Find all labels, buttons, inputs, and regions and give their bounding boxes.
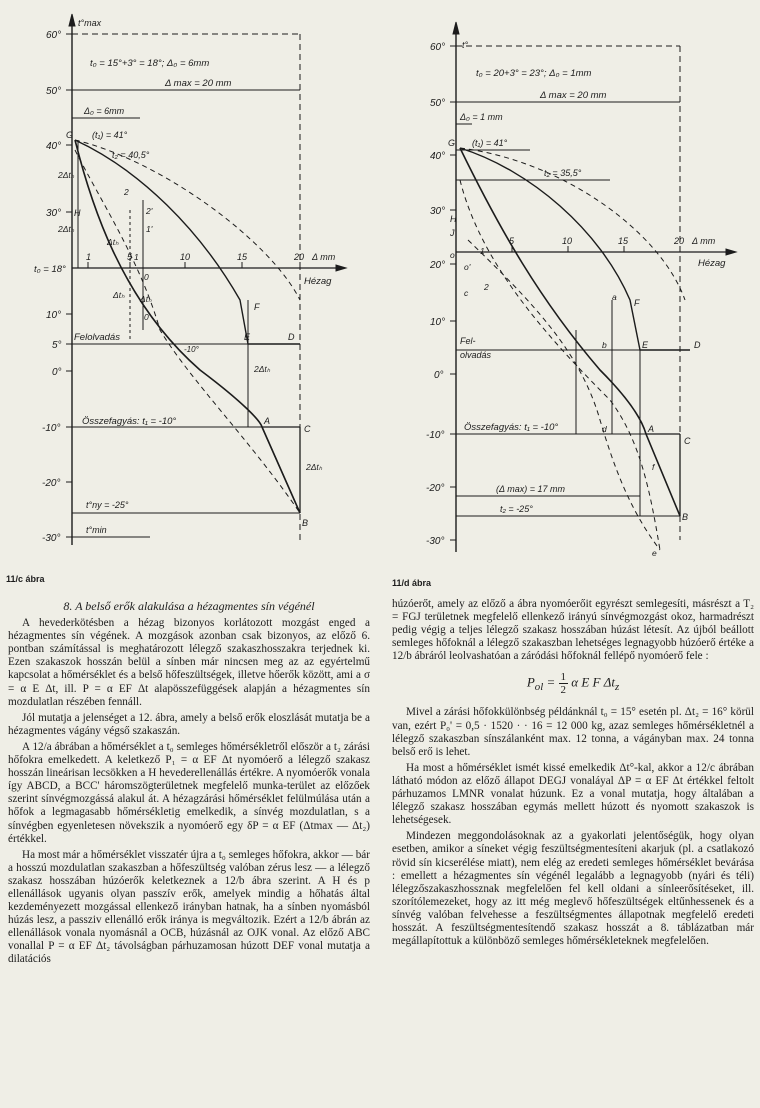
- r-tz: t₂ = 35,5°: [544, 168, 582, 178]
- t1-label: (t₁) = 41°: [92, 130, 128, 140]
- r-point-G: G: [448, 138, 456, 148]
- dmax-label: Δ max = 20 mm: [165, 78, 232, 89]
- formula-pol: $P_{ol}$ = $\frac{1}{2}$ α E F $\Delta t_z$: [526, 671, 620, 697]
- left-column: [8, 598, 370, 970]
- r-y-tick-m10: -10°: [426, 430, 445, 441]
- r-point-H: H: [450, 214, 457, 224]
- annot-dth-1: Δtₕ: [107, 237, 119, 247]
- point-1p: 1': [146, 224, 153, 234]
- mark-m10: -10°: [184, 345, 199, 354]
- y-tick-m30: -30°: [42, 533, 61, 544]
- y-tick-m20: -20°: [42, 478, 61, 489]
- figure-caption-left: 11/c ábra: [6, 574, 45, 584]
- r-point-b: b: [602, 340, 607, 350]
- tz-label: t₂ = 40,5°: [112, 150, 150, 160]
- r-y-tick-60: 60°: [430, 42, 446, 53]
- point-B: B: [302, 518, 309, 528]
- r-point-a: a: [612, 292, 617, 302]
- x-unit: Δ mm: [312, 252, 336, 262]
- annot-2dth-2: 2Δtₕ: [58, 224, 75, 234]
- point-D: D: [288, 332, 295, 342]
- r-eq-top: t₀ = 20+3° = 23°; Δ₀ = 1mm: [476, 68, 592, 79]
- r-t1: (t₁) = 41°: [472, 138, 508, 148]
- x-tick-10: 10: [180, 252, 191, 262]
- figure-caption-right: 11/d ábra: [392, 578, 432, 588]
- right-paragraph-3: Ha most a hőmérséklet ismét kissé emelkedik Δt°-kal, akkor a 12/c ábrában látható módon az előző állapot DEGJ vonaláyal ΔP = α EF Δt értékkel feltolt párhuzamos LMNR vonalat húzunk. Ez a vonal mutatja, hogy általában a lélegző szakasz hosszában egymás mellett húzott és nyomott szakaszok is lehetségesek.: [392, 761, 754, 827]
- r-point-B: B: [682, 512, 689, 522]
- figure-11d: [380, 0, 760, 600]
- r-y-tick-40: 40°: [430, 151, 446, 162]
- right-paragraph-1: húzóerőt, amely az előző a ábra nyomóerőit egyrészt semlegesíti, másrészt a T₂ = FGJ területnek megfelelő ellenkező irányú sínvégmozgást okoz, harmadrészt pedig végig a teljes lélegző szakasz hosszában húzást létesít. Az újból beállott semleges hőfoknál a lélegző szakaszban lehetséges legnagyobb húzóerő értéke a 12/b ábráról leolvashatóan a záródási hőfoknál fellépő nyomóerő fele :: [392, 598, 754, 663]
- r-y-tick-50: 50°: [430, 98, 446, 109]
- r-point-C: C: [684, 436, 691, 446]
- r-point-J: J: [450, 228, 455, 238]
- r-x-tick-20: 20: [674, 236, 685, 246]
- x-tick-15: 15: [237, 252, 248, 262]
- annot-2dth-1: 2Δtₕ: [58, 170, 75, 180]
- r-y-tick-0: 0°: [434, 370, 444, 381]
- r-x-tick-5: 5: [509, 236, 515, 246]
- x-tick-1: 1: [86, 252, 92, 262]
- formula-rhs-sub: z: [614, 681, 620, 694]
- point-H: H: [74, 208, 81, 218]
- y-tick-50: 50°: [46, 86, 62, 97]
- r-y-tick-10: 10°: [430, 317, 446, 328]
- r-y-tick-m20: -20°: [426, 483, 445, 494]
- figure-11c: [0, 0, 380, 600]
- eq-top: t₀ = 15°+3° = 18°; Δ₀ = 6mm: [90, 58, 210, 69]
- formula-den: 2: [560, 684, 566, 697]
- point-1: 1: [134, 252, 139, 262]
- hezag-label: Hézag: [304, 276, 332, 287]
- point-G: G: [66, 130, 74, 140]
- x-tick-20: 20: [294, 252, 305, 262]
- r-x-tick-10: 10: [562, 236, 573, 246]
- r-x-tick-15: 15: [618, 236, 629, 246]
- point-C: C: [304, 424, 311, 434]
- annot-2dth-4: 2Δtₕ: [306, 462, 323, 472]
- y-tick-40: 40°: [46, 141, 62, 152]
- r-felolvadas-2: olvadás: [460, 350, 492, 360]
- left-paragraph-1: A hevederkötésben a hézag bizonyos korlátozott mozgást enged a hézagmentes sín végének. A mozgások azonban csak bizonyos, az előző 6. pontban számítással is meghatározott lélegző szakaszhosszakra terjednek ki. Ezen szakaszok hosszán belül a sínben már nincsen meg az az egyértelmű kapcsolat a hőmérséklet és a belső hőfeszültségek, illetve hőerők között, ami a σ = α E Δt, ill. P = α EF Δt alapösszefüggések alapján a hézagmentes sín mozdulatlan részében fennáll.: [8, 617, 370, 708]
- r-point-e: e: [652, 548, 657, 558]
- formula-num: 1: [560, 671, 566, 684]
- y-axis-top-label: t°max: [78, 18, 102, 28]
- r-point-op: o': [464, 262, 471, 272]
- r-y-axis-top: t°: [462, 40, 469, 50]
- y-tick-60: 60°: [46, 30, 62, 41]
- y-tick-m10: -10°: [42, 423, 61, 434]
- point-2p: 2': [146, 206, 153, 216]
- left-paragraph-4: Ha most már a hőmérséklet visszatér újra a t₀ semleges hőfokra, akkor — bár a hosszú mozdulatlan szakaszban a hőfeszültség valóban zérus lesz — a lélegző szakasz hosszában húzóerők keletkeznek a 12/b ábra szerint. A H és p ellenállások ugyanis olyan passzív erők, amelyek mindig a hőhatás által kezdeményezett mozgással ellenkező irányban hatnak, ha a sínben nyomásból húzás lesz, a passziv ellenálló erők iránya is megváltozik. Ezért a 12/b ábrán az ellenállások vonala nyomásnál a OCB, húzásnál az OJK vonal. Az előző ABC vonallal P = α EF Δt₂ távolságban párhuzamosan húzott DEF vonal mutatja a dilatációs: [8, 848, 370, 966]
- formula-rhs: α E F Δt: [571, 674, 615, 690]
- r-dmaxt: (Δ max) = 17 mm: [496, 484, 565, 494]
- r-point-f: f: [652, 462, 655, 472]
- felolvadas-label: Felolvadás: [74, 332, 120, 343]
- y-tick-30: 30°: [46, 208, 62, 219]
- r-y-tick-m30: -30°: [426, 536, 445, 547]
- point-E: E: [244, 332, 251, 342]
- r-hezag: Hézag: [698, 258, 726, 269]
- right-paragraph-4: Mindezen meggondolásoknak az a gyakorlati jelentőségük, hogy olyan esetben, amikor a síneket végig feszültségmentesíteni akarjuk (pl. a csatlakozó rövid sín kicserélése miatt), nem elég az eredeti semleges hőmérséklet bevárása : emellett a hézagmentes sín végénél legalább a legnagyobb (nyári és téli) lélegzőszakaszhossznak megfelelően fel kell oldani a sínleerősítéseket, ill. szorítólemezeket, hogy az itt még meglevő hőfeszültségek eltűnhessenek és a sínvég valóban felvehesse a feszültségmentes állapotnak megfelelő eredeti hosszát. A feszültségmentesítendő szakasz hosszát a 8. táblázatban már megállapítottuk a különböző semleges hőmérsékleteknek megfelelően.: [392, 830, 754, 948]
- left-paragraph-3: A 12/a ábrában a hőmérséklet a t₀ semleges hőmérsékletről először a t₂ zárási hőfokra emelkedett. A keletkező P₁ = α EF Δt nyomóerő a lélegző szakasz hosszán lineárisan lecsökken a H hevederellenállás értékre. A nyomóerők vonala így ABCD, a BCC' háromszögterületnek megfelelő munka-terület az előzőek szerint sínvégmozgássá alakul át. A hézagzárási hőmérséklet felülmúlása után a hőfok a legmagasabb hőmérsékletig emelkedik, a sínvég mozdulatlan, s a sínvégben egyenletesen növekszik a nyomóerő egy δP = α EF (Δtmax — Δt₂) értékkel.: [8, 740, 370, 845]
- r-point-d: d: [602, 424, 607, 434]
- annot-dth-3: Δtₕ: [140, 294, 152, 304]
- point-A: A: [264, 416, 271, 426]
- formula-lhs: P: [526, 674, 535, 690]
- r-point-2: 2: [484, 282, 489, 292]
- annot-2dth-3: 2Δtₕ: [254, 364, 271, 374]
- y-tick-10: 10°: [46, 310, 62, 321]
- y-axis-bottom-label: t°min: [86, 525, 107, 535]
- r-point-1: 1: [480, 246, 485, 256]
- x-tick-5: 5: [127, 252, 133, 262]
- section-heading: 8. A belső erők alakulása a hézagmentes sín végénél: [63, 599, 315, 613]
- d0-label: Δ₀ = 6mm: [84, 106, 125, 116]
- right-column: [392, 598, 754, 951]
- r-point-D: D: [694, 340, 701, 350]
- r-osszefagyas: Összefagyás: t₁ = -10°: [464, 422, 559, 433]
- point-0p: 0': [144, 312, 151, 322]
- r-y-tick-30: 30°: [430, 206, 446, 217]
- right-paragraph-2: Mivel a zárási hőfokkülönbség példánknál t₀ = 15° esetén pl. Δt₂ = 16° körül van, ezért P₀' = 0,5 · 1520 · · 16 = 12 000 kg, azaz semleges hőmérsékletnél a lélegző szakaszban sínszálanként max. 12 tonna, a vágányban max. 24 tonna belső erő is lehet.: [392, 706, 754, 758]
- r-x-unit: Δ mm: [692, 236, 716, 246]
- t0-label: t₀ = 18°: [34, 264, 66, 275]
- tny-label: t°ny = -25°: [86, 500, 129, 510]
- point-2: 2: [124, 187, 129, 197]
- formula-lhs-sub: ol: [534, 681, 544, 694]
- r-point-F: F: [634, 298, 640, 308]
- point-F: F: [254, 302, 260, 312]
- annot-dth-2: Δtₕ: [113, 290, 125, 300]
- r-point-o: o: [450, 250, 455, 260]
- left-paragraph-2: Jól mutatja a jelenséget a 12. ábra, amely a belső erők eloszlását mutatja be a hézagmentes vágány végső szakaszán.: [8, 711, 370, 737]
- r-dmax: Δ max = 20 mm: [540, 90, 607, 101]
- r-d0: Δ₀ = 1 mm: [460, 112, 503, 122]
- r-point-E: E: [642, 340, 649, 350]
- point-0: 0: [144, 272, 149, 282]
- r-y-tick-20: 20°: [430, 260, 446, 271]
- osszefagyas-label: Összefagyás: t₁ = -10°: [82, 416, 177, 427]
- r-point-A: A: [648, 424, 655, 434]
- r-felolvadas-1: Fel-: [460, 336, 476, 346]
- y-tick-0: 0°: [52, 367, 62, 378]
- r-point-c: c: [464, 288, 469, 298]
- y-tick-5: 5°: [52, 340, 62, 351]
- r-tz2: t₂ = -25°: [500, 504, 533, 514]
